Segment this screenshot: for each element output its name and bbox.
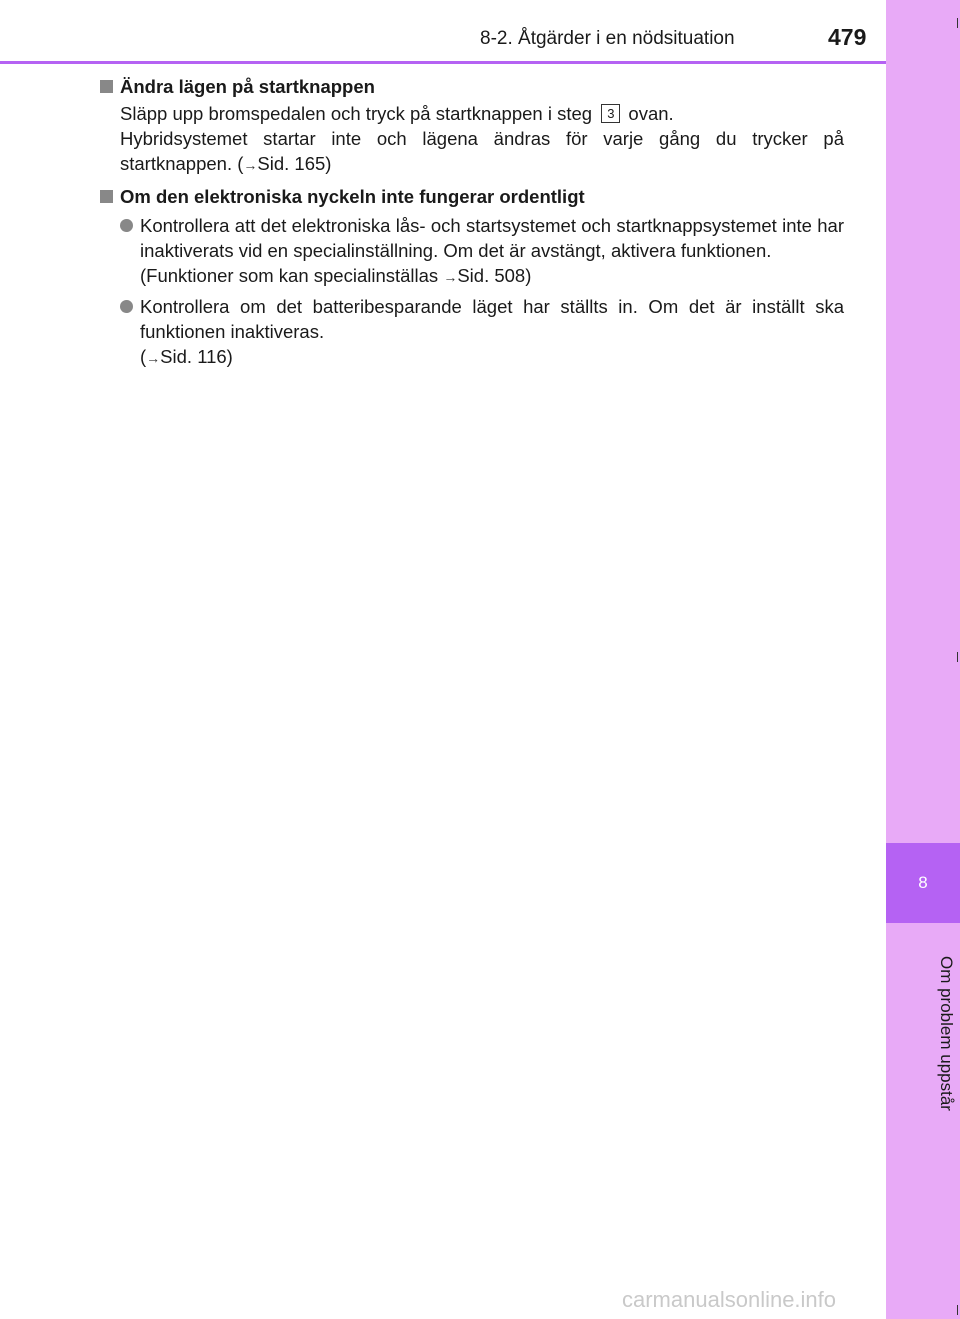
arrow-icon: → <box>146 350 161 366</box>
round-bullet-icon <box>120 219 133 232</box>
chapter-number: 8 <box>918 873 928 892</box>
page-content <box>100 74 844 377</box>
header-rule <box>0 61 886 64</box>
square-bullet-icon <box>100 80 113 93</box>
page-number: 479 <box>828 24 867 50</box>
section-heading: Om den elektroniska nyckeln inte fungerar ordentligt <box>100 184 844 209</box>
section-start-button-modes <box>100 74 844 178</box>
step-number-box: 3 <box>601 104 620 123</box>
section-paragraph: Släpp upp bromspedalen och tryck på startknappen i steg 3 ovan. Hybridsystemet startar inte och lägena ändras för varje gång du trycker på startknappen. (→Sid. 165) <box>120 103 844 174</box>
page-reference-link[interactable]: Sid. 508) <box>457 265 532 286</box>
chapter-number-box <box>886 843 960 923</box>
arrow-icon: → <box>243 157 258 173</box>
crop-mark <box>957 652 958 662</box>
crop-mark <box>957 1305 958 1315</box>
chapter-title: Om problem uppstår <box>937 955 956 1111</box>
section-heading: Ändra lägen på startknappen <box>100 74 844 99</box>
round-bullet-icon <box>120 300 133 313</box>
crop-mark <box>957 18 958 28</box>
section-title: 8-2. Åtgärder i en nödsituation <box>480 28 735 49</box>
arrow-icon: → <box>443 269 458 285</box>
list-item: Kontrollera att det elektroniska lås- och startsystemet och startknappsystemet inte har inaktiverats vid en specialinställning. Om det är avstängt, aktivera funktionen. (Funktioner som kan specialinställas →Sid. 508) <box>100 213 844 290</box>
section-electronic-key <box>100 184 844 371</box>
page-reference-link[interactable]: Sid. 165) <box>257 153 332 174</box>
watermark: carmanualsonline.info <box>622 1287 837 1312</box>
page-reference-link[interactable]: Sid. 116) <box>160 346 233 367</box>
square-bullet-icon <box>100 190 113 203</box>
list-item: Kontrollera om det batteribesparande läget har ställts in. Om det är inställt ska funktionen inaktiveras. (→Sid. 116) <box>100 294 844 371</box>
